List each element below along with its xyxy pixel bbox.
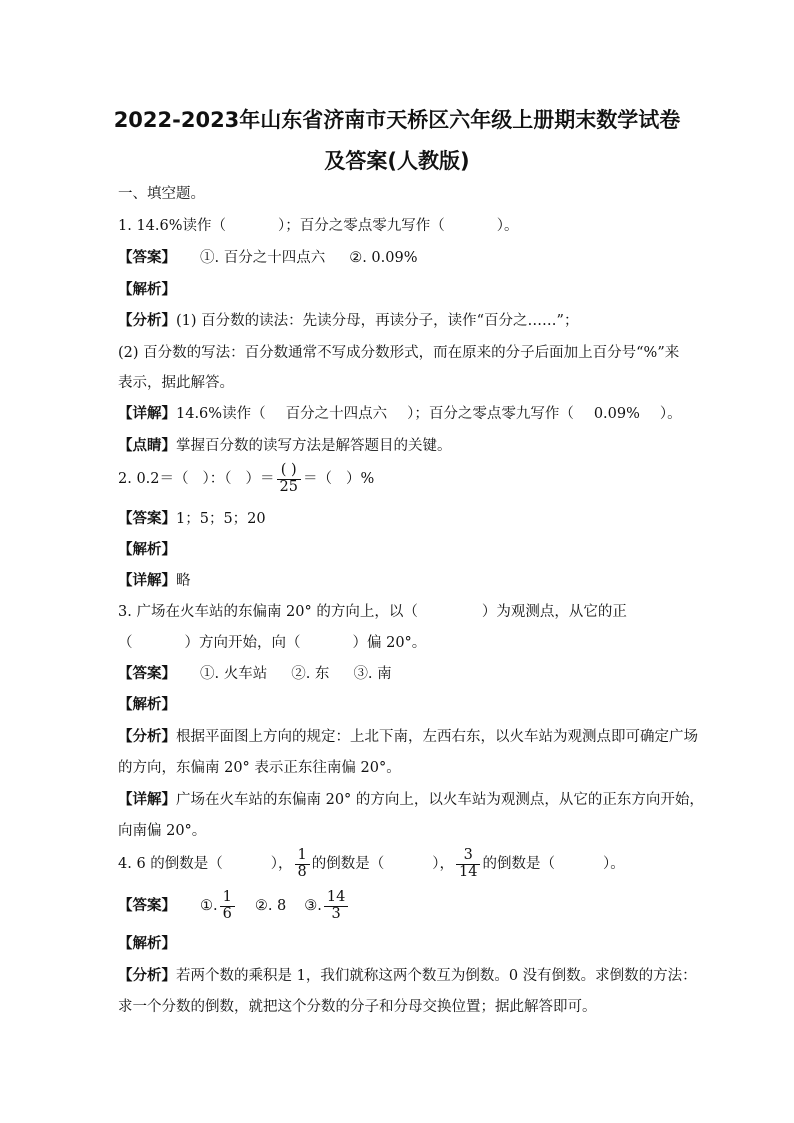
question-4-analysis-tag: 【解析】 (118, 936, 176, 952)
question-1-fenxi-1: 【分析】(1) 百分数的读法：先读分母，再读分子，读作“百分之……”； (118, 313, 579, 329)
question-4-fenxi-2: 求一个分数的倒数，就把这个分数的分子和分母交换位置；据此解答即可。 (118, 999, 597, 1015)
fraction: $\frac{1}{8}$ (295, 848, 310, 879)
question-3-line-2: （ ）方向开始，向（ ）偏 20°。 (118, 635, 427, 651)
question-3-answer: 【答案】 ①. 火车站 ②. 东 ③. 南 (118, 666, 392, 682)
question-3-fenxi-2: 的方向，东偏南 20° 表示正东往南偏 20°。 (118, 760, 401, 776)
question-1-answer: 【答案】 ①. 百分之十四点六 ②. 0.09% (118, 250, 418, 266)
fraction: $\frac{14}{3}$ (324, 890, 348, 921)
fraction: $\frac{1}{6}$ (220, 890, 235, 921)
question-4-answer: 【答案】 ①. $\frac{1}{6}$ ②. 8 ③. $\frac{14}{3}$ (118, 888, 350, 924)
question-2-analysis-tag: 【解析】 (118, 542, 176, 558)
question-1-fenxi-3: 表示，据此解答。 (118, 375, 234, 391)
question-3-fenxi-1: 【分析】根据平面图上方向的规定：上北下南，左西右东，以火车站为观测点即可确定广场 (118, 729, 698, 745)
question-1-dianjing: 【点睛】掌握百分数的读写方法是解答题目的关键。 (118, 438, 452, 454)
document-title-line-1: 2022-2023年山东省济南市天桥区六年级上册期末数学试卷 (113, 108, 681, 132)
question-2: 2. 0.2＝（ ）：（ ）＝ $\frac{( )}{25}$ ＝（ ）% (118, 462, 375, 495)
fraction: $\frac{3}{14}$ (456, 848, 480, 879)
question-3-analysis-tag: 【解析】 (118, 697, 176, 713)
question-1: 1. 14.6%读作（ ）；百分之零点零九写作（ ）。 (118, 218, 519, 234)
question-2-detail: 【详解】略 (118, 573, 191, 589)
question-1-detail: 【详解】14.6%读作（ 百分之十四点六 ）；百分之零点零九写作（ 0.09% ）。 (118, 406, 682, 422)
question-3-line-1: 3. 广场在火车站的东偏南 20° 的方向上，以（ ）为观测点，从它的正 (118, 604, 627, 620)
question-1-fenxi-2: (2) 百分数的写法：百分数通常不写成分数形式，而在原来的分子后面加上百分号“%”来 (118, 345, 680, 361)
question-4-fenxi-1: 【分析】若两个数的乘积是 1，我们就称这两个数互为倒数。0 没有倒数。求倒数的方法： (118, 968, 697, 984)
question-4: 4. 6 的倒数是（ ）， $\frac{1}{8}$ 的倒数是（ ）， $\frac{3}{14}$ 的倒数是（ ）。 (118, 847, 625, 880)
question-3-detail-2: 向南偏 20°。 (118, 823, 207, 839)
document-title-line-2: 及答案(人教版) (324, 149, 470, 173)
question-3-detail-1: 【详解】广场在火车站的东偏南 20° 的方向上，以火车站为观测点，从它的正东方向开始， (118, 792, 704, 808)
question-2-answer: 【答案】1；5；5；20 (118, 511, 266, 527)
section-heading: 一、填空题。 (118, 186, 205, 202)
fraction: $\frac{( )}{25}$ (277, 463, 301, 494)
question-1-analysis-tag: 【解析】 (118, 282, 176, 298)
